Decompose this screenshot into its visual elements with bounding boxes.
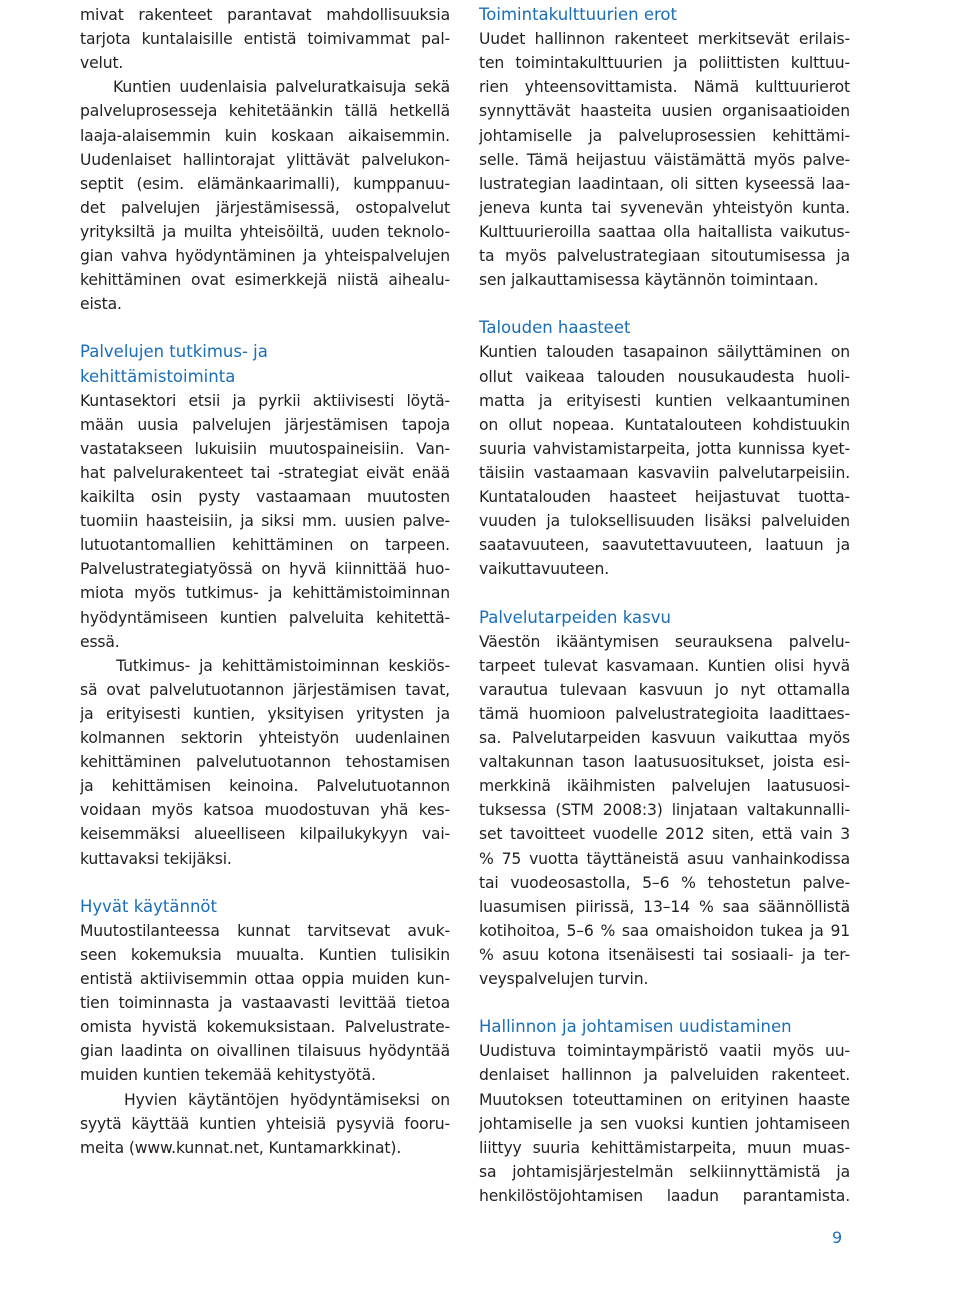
right-text-line: on ollut nopeaa. Kuntatalouteen kohdistuukin xyxy=(479,415,850,434)
right-text-line: sen jalkauttamisessa käytännön toimintaan. xyxy=(479,271,819,290)
right-text-line: sa johtamisjärjestelmän selkiinnyttämistä ja xyxy=(479,1162,850,1181)
right-text-line: tai vuodeosastolla, 5–6 % tehostetun palve- xyxy=(479,873,850,892)
left-text-line: Tutkimus- ja kehittämistoiminnan keskiös- xyxy=(80,656,450,675)
left-text-line: entistä aktiivisemmin ottaa oppia muiden kun- xyxy=(80,970,450,988)
left-text-line: voidaan myös katsoa muodostuvan yhä kes- xyxy=(80,801,450,820)
right-text-line: matta ja erityisesti kuntien velkaantuminen xyxy=(479,391,850,410)
right-text-line: ten toimintakulttuurien ja poliittisten kulttuu- xyxy=(479,54,850,73)
left-text-line: kaikilta osin pysty vastaamaan muutosten xyxy=(80,488,450,506)
right-text-line: suuria vahvistamistarpeita, jotta kunnissa kyet- xyxy=(479,439,850,458)
left-text-line: Hyvien käytäntöjen hyödyntämiseksi on xyxy=(80,1090,450,1109)
right-text-line: veyspalvelujen turvin. xyxy=(479,970,649,988)
right-text-line: johtamiselle ja sen vuoksi kuntien johtamiseen xyxy=(479,1114,850,1133)
left-text-line: ja erityisesti kuntien, yksityisen yritysten ja xyxy=(80,704,450,723)
right-text-line: merkkinä ikäihmisten palvelujen laatusuosi- xyxy=(479,777,850,796)
right-text-line: jeneva kunta tai syvenevän yhteistyön kunta. xyxy=(479,198,850,217)
left-text-line: Muutostilanteessa kunnat tarvitsevat avuk- xyxy=(80,921,450,940)
right-text-line: liittyy suuria kehittämistarpeita, muun muas- xyxy=(479,1138,850,1157)
left-text-line: yrityksiltä ja muilta yhteisöiltä, uuden teknolo- xyxy=(80,222,450,241)
right-text-line: rien yhteensovittamista. Nämä kulttuurierot xyxy=(479,78,850,97)
left-text-line: hat palvelurakenteet tai -strategiat eivät enää xyxy=(80,463,450,482)
right-text-line: vuuden ja tuloksellisuuden lisäksi palveluiden xyxy=(479,512,850,531)
right-text-line: tarpeet tulevat kasvamaan. Kuntien olisi hyvä xyxy=(479,656,850,675)
right-text-line: ollut vaikeaa talouden nousukaudesta huoli- xyxy=(479,367,850,386)
right-text-line: denlaiset hallinnon ja palveluiden rakenteet. xyxy=(479,1066,850,1085)
right-text-line: Kulttuurieroilla saattaa olla haitallista vaikutus- xyxy=(479,222,850,241)
left-section-heading: Palvelujen tutkimus- ja xyxy=(80,342,268,362)
left-text-line: lutuotantomallien kehittäminen on tarpeen. xyxy=(80,536,450,555)
left-text-line: laaja-alaisemmin kuin koskaan aikaisemmin. xyxy=(80,126,450,145)
right-text-line: Uudet hallinnon rakenteet merkitsevät erilais- xyxy=(479,30,850,49)
left-section-heading: Hyvät käytännöt xyxy=(80,896,217,916)
left-text-line: tuomiin haasteisiin, ja siksi mm. uusien palve- xyxy=(80,512,450,531)
left-text-line: omista hyvistä kokemuksistaan. Palvelustrate- xyxy=(80,1018,450,1037)
right-text-line: Kuntatalouden haasteet heijastuvat tuotta- xyxy=(479,488,850,506)
left-text-line: Palvelustrategiatyössä on hyvä kiinnittää huo- xyxy=(80,560,450,579)
right-text-line: Kuntien talouden tasapainon säilyttäminen on xyxy=(479,343,850,362)
right-section-heading: Palvelutarpeiden kasvu xyxy=(479,607,671,627)
right-text-line: valtakunnan tason laatusuositukset, joista esi- xyxy=(479,753,850,772)
right-text-line: Uudistuva toimintaympäristö vaatii myös uu- xyxy=(479,1042,850,1061)
right-text-line: vaikuttavuuteen. xyxy=(479,560,610,579)
left-text-line: kolmannen sektorin yhteistyön uudenlainen xyxy=(80,729,450,747)
left-text-line: kuttavaksi tekijäksi. xyxy=(80,849,232,868)
left-text-line: meita (www.kunnat.net, Kuntamarkkinat). xyxy=(80,1138,402,1157)
left-text-line: Kuntasektori etsii ja pyrkii aktiivisesti löytä- xyxy=(80,391,450,410)
right-text-line: johtamiselle ja palveluprosessien kehittämi- xyxy=(479,126,850,145)
right-text-line: luasumisen piirissä, 13–14 % saa säännöllistä xyxy=(479,897,850,916)
left-text-line: sä ovat palvelutuotannon järjestämisen tavat, xyxy=(80,680,450,699)
left-text-line: septit (esim. elämänkaarimalli), kumppanuu- xyxy=(80,174,450,193)
left-text-line: muiden kuntien tekemää kehitystyötä. xyxy=(80,1066,376,1085)
left-text-line: tarjota kuntalaisille entistä toimivammat pal- xyxy=(80,30,450,49)
left-text-line: Kuntien uudenlaisia palveluratkaisuja sekä xyxy=(80,78,450,97)
left-text-line: mivat rakenteet parantavat mahdollisuuksia xyxy=(80,6,450,24)
right-text-line: lustrategian laadintaan, oli sitten kyseessä laa- xyxy=(479,174,850,193)
left-text-line: keisemmäksi alueelliseen kilpailukykyyn vai- xyxy=(80,825,450,844)
right-text-line: tuksessa (STM 2008:3) linjataan valtakunnalli- xyxy=(479,801,850,820)
right-text-line: % asuu kotona itsenäisesti tai sosiaali- ja ter- xyxy=(479,945,850,964)
left-text-line: kehittäminen palvelutuotannon tehostamisen xyxy=(80,753,450,772)
left-text-line: syytä käyttää kuntien yhteisiä pysyviä fooru- xyxy=(80,1114,450,1133)
right-text-line: set tavoitteet vuodelle 2012 siten, että vain 3 xyxy=(479,825,850,844)
right-text-line: kotihoitoa, 5–6 % saa omaishoidon tukea ja 91 xyxy=(479,921,850,940)
right-text-line: Väestön ikääntymisen seurauksena palvelu- xyxy=(479,632,850,651)
right-text-line: saatavuuteen, saavutettavuuteen, laatuun ja xyxy=(479,536,850,555)
right-section-heading: Hallinnon ja johtamisen uudistaminen xyxy=(479,1017,792,1037)
page-number: 9 xyxy=(832,1228,843,1247)
left-section-heading: kehittämistoiminta xyxy=(80,366,236,386)
left-text-line: Uudenlaiset hallintorajat ylittävät palvelukon- xyxy=(80,150,450,169)
right-text-line: % 75 vuotta täyttäneistä asuu vanhainkodissa xyxy=(479,849,850,868)
left-text-line: ja kehittämisen keinoina. Palvelutuotannon xyxy=(80,777,450,796)
right-text-line: Muutoksen toteuttaminen on erityinen haaste xyxy=(479,1090,850,1109)
left-text-line: palveluprosesseja kehitetäänkin tällä hetkellä xyxy=(80,102,450,121)
right-text-line: täisiin vastaamaan kasvaviin palvelutarpeisiin. xyxy=(479,463,850,482)
left-text-line: tien toiminnasta ja vastaavasti levittää tietoa xyxy=(80,994,450,1013)
right-text-line: selle. Tämä heijastuu väistämättä myös palve- xyxy=(479,150,850,169)
left-text-line: seen kokemuksia muualta. Kuntien tulisikin xyxy=(80,945,450,964)
right-text-line: synnyttävät haasteita uusien organisaatioiden xyxy=(479,102,850,121)
right-text-line: tämä huomioon palvelustrategioita laadittaes- xyxy=(479,704,850,723)
left-text-line: eista. xyxy=(80,295,122,314)
left-text-line: hyödyntämiseen kuntien palveluita kehitettä- xyxy=(80,608,450,627)
right-text-line: varautua tulevaan kasvuun jo nyt ottamalla xyxy=(479,680,850,699)
left-text-line: miota myös tutkimus- ja kehittämistoiminnan xyxy=(80,584,450,603)
right-text-line: henkilöstöjohtamisen laadun parantamista. xyxy=(479,1186,850,1205)
left-text-line: gian laadinta on oivallinen tilaisuus hyödyntää xyxy=(80,1042,450,1061)
left-text-line: kehittäminen ovat esimerkkejä niistä aihealu- xyxy=(80,271,450,290)
right-text-line: sa. Palvelutarpeiden kasvuun vaikuttaa myös xyxy=(479,729,850,747)
right-section-heading: Toimintakulttuurien erot xyxy=(479,5,677,24)
left-text-line: velut. xyxy=(80,54,124,73)
left-text-line: gian vahva hyödyntäminen ja yhteispalvelujen xyxy=(80,247,450,265)
left-text-line: mään uusia palvelujen järjestämisen tapoja xyxy=(80,415,450,434)
left-text-line: vastatakseen lukuisiin muutospaineisiin. Van- xyxy=(80,439,450,458)
left-text-line: essä. xyxy=(80,632,120,651)
right-section-heading: Talouden haasteet xyxy=(479,318,631,338)
right-text-line: ta myös palvelustrategiaan sitoutumisessa ja xyxy=(479,247,850,265)
left-text-line: det palvelujen järjestämisessä, ostopalvelut xyxy=(80,198,450,217)
